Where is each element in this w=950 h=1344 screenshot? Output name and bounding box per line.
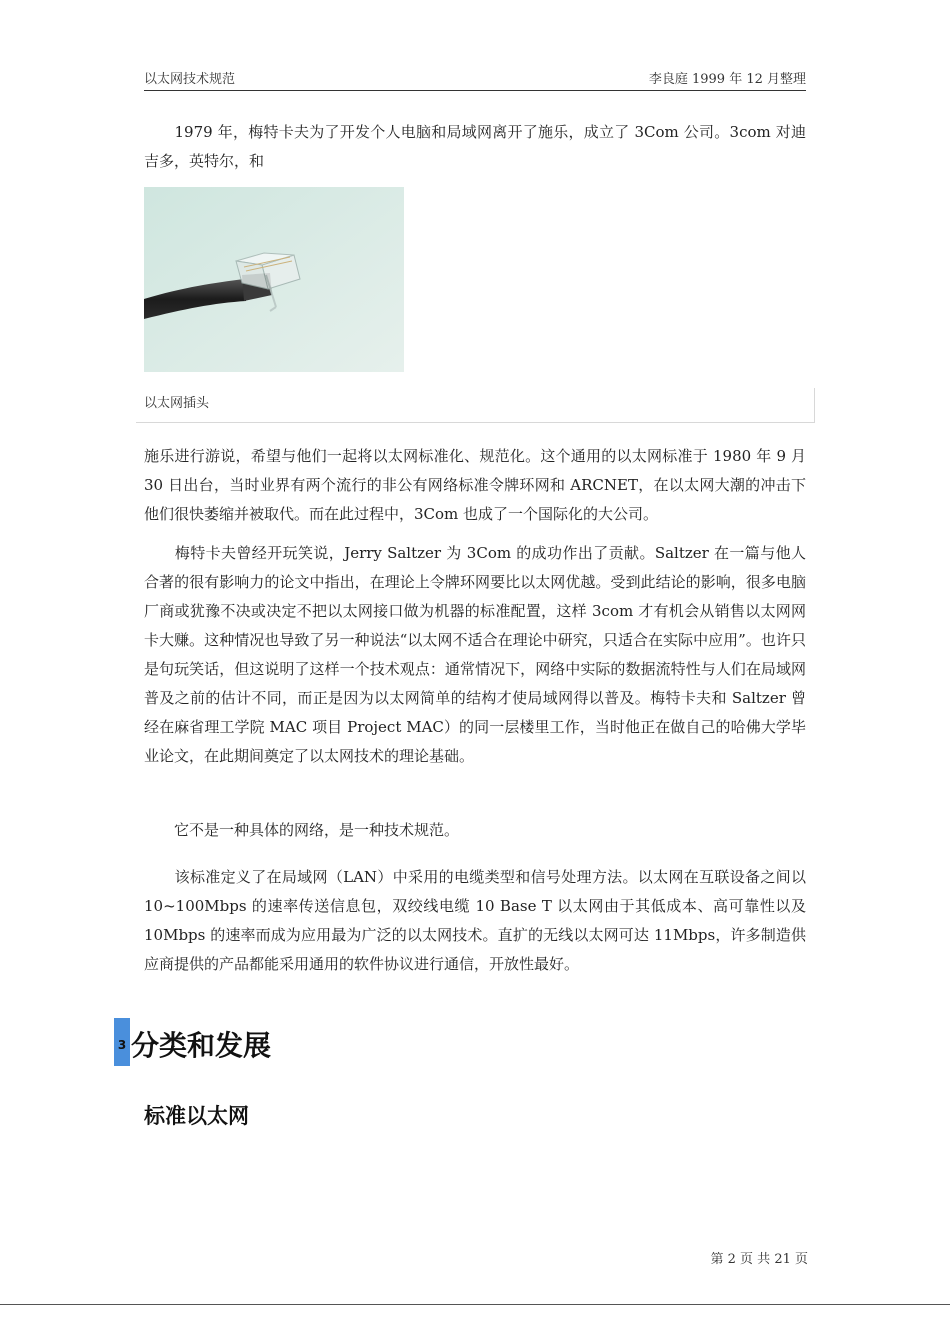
- page-number: 第 2 页 共 21 页: [710, 1252, 808, 1267]
- paragraph-1: 1979 年，梅特卡夫为了开发个人电脑和局域网离开了施乐，成立了 3Com 公司。3com 对迪吉多，英特尔，和: [144, 123, 806, 170]
- paragraph-4: 它不是一种具体的网络，是一种技术规范。: [144, 821, 460, 839]
- subsection-title: 标准以太网: [144, 1104, 249, 1128]
- figure-caption-box: [136, 388, 815, 423]
- paragraph-2: 施乐进行游说，希望与他们一起将以太网标准化、规范化。这个通用的以太网标准于 1980 年 9 月 30 日出台，当时业界有两个流行的非公有网络标准令牌环网和 ARCNET，在以太网大潮的冲击下他们很快萎缩并被取代。而在此过程中，3Com 也成了一个国际化的大公司。: [144, 447, 806, 523]
- section-number: 3: [114, 1018, 130, 1066]
- page-header: [144, 68, 806, 91]
- header-author-date: 李良庭 1999 年 12 月整理: [648, 72, 806, 87]
- ethernet-plug-photo: [144, 187, 404, 372]
- section-title: 分类和发展: [131, 1029, 272, 1062]
- paragraph-3: 梅特卡夫曾经开玩笑说，Jerry Saltzer 为 3Com 的成功作出了贡献。Saltzer 在一篇与他人合著的很有影响力的论文中指出，在理论上令牌环网要比以太网优越。受到此结论的影响，很多电脑厂商或犹豫不决或决定不把以太网接口做为机器的标准配置，这样 3com 才有机会从销售以太网网卡大赚。这种情况也导致了另一种说法“以太网不适合在理论中研究，只适合在实际中应用”。也许只是句玩笑话，但这说明了这样一个技术观点：通常情况下，网络中实际的数据流特性与人们在局域网普及之前的估计不同，而正是因为以太网简单的结构才使局域网得以普及。梅特卡夫和 Saltzer 曾经在麻省理工学院 MAC 项目 Project MAC）的同一层楼里工作，当时他正在做自己的哈佛大学毕业论文，在此期间奠定了以太网技术的理论基础。: [144, 544, 806, 765]
- page-bottom-rule: [0, 1304, 950, 1305]
- figure-caption: 以太网插头: [144, 396, 210, 411]
- header-doc-title: 以太网技术规范: [144, 72, 236, 87]
- paragraph-5: 该标准定义了在局域网（LAN）中采用的电缆类型和信号处理方法。以太网在互联设备之间以 10~100Mbps 的速率传送信息包，双绞线电缆 10 Base T 以太网由于其低成本、高可靠性以及 10Mbps 的速率而成为应用最为广泛的以太网技术。直扩的无线以太网可达 11Mbps，许多制造供应商提供的产品都能采用通用的软件协议进行通信，开放性最好。: [144, 868, 806, 973]
- ethernet-plug-image: [144, 187, 404, 372]
